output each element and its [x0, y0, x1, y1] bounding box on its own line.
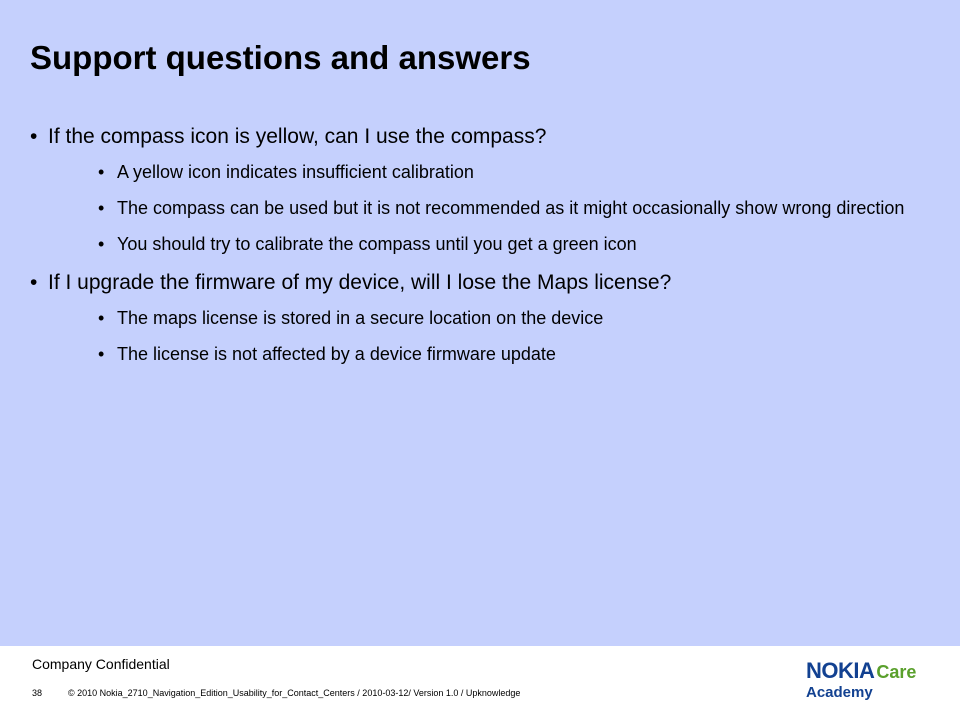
answer-text: You should try to calibrate the compass until you get a green icon: [117, 234, 637, 254]
nokia-care-academy-logo: [806, 660, 946, 710]
bullet-icon: •: [98, 162, 105, 182]
question-item: [30, 270, 930, 366]
slide-title: Support questions and answers: [30, 39, 531, 76]
answer-item: [48, 342, 930, 366]
bullet-icon: •: [98, 198, 105, 218]
answer-item: [48, 196, 930, 220]
company-confidential-label: Company Confidential: [32, 656, 170, 672]
bullet-icon: •: [98, 308, 105, 328]
question-item: [30, 124, 930, 256]
answer-text: The license is not affected by a device firmware update: [117, 344, 556, 364]
answer-item: [48, 232, 930, 256]
bullet-icon: •: [98, 344, 105, 364]
answer-text: A yellow icon indicates insufficient calibration: [117, 162, 474, 182]
answer-list: [48, 306, 930, 366]
answer-list: [48, 160, 930, 256]
answer-text: The maps license is stored in a secure location on the device: [117, 308, 604, 328]
answer-item: [48, 160, 930, 184]
question-text: If I upgrade the firmware of my device, will I lose the Maps license?: [48, 271, 672, 294]
copyright-line: © 2010 Nokia_2710_Navigation_Edition_Usability_for_Contact_Centers / 2010-03-12/ Version 1.0 / Upknowledge: [68, 688, 521, 698]
question-text: If the compass icon is yellow, can I use the compass?: [48, 125, 547, 148]
bullet-list: [30, 124, 930, 380]
page-number: 38: [32, 688, 43, 698]
care-wordmark: Care: [876, 662, 917, 682]
answer-text: The compass can be used but it is not recommended as it might occasionally show wrong direction: [117, 198, 905, 218]
bullet-icon: •: [30, 125, 38, 148]
nokia-wordmark: NOKIA: [806, 658, 875, 683]
answer-item: [48, 306, 930, 330]
bullet-icon: •: [30, 271, 38, 294]
logo-wordmark: [806, 660, 916, 685]
bullet-icon: •: [98, 234, 105, 254]
academy-wordmark: Academy: [806, 684, 873, 701]
